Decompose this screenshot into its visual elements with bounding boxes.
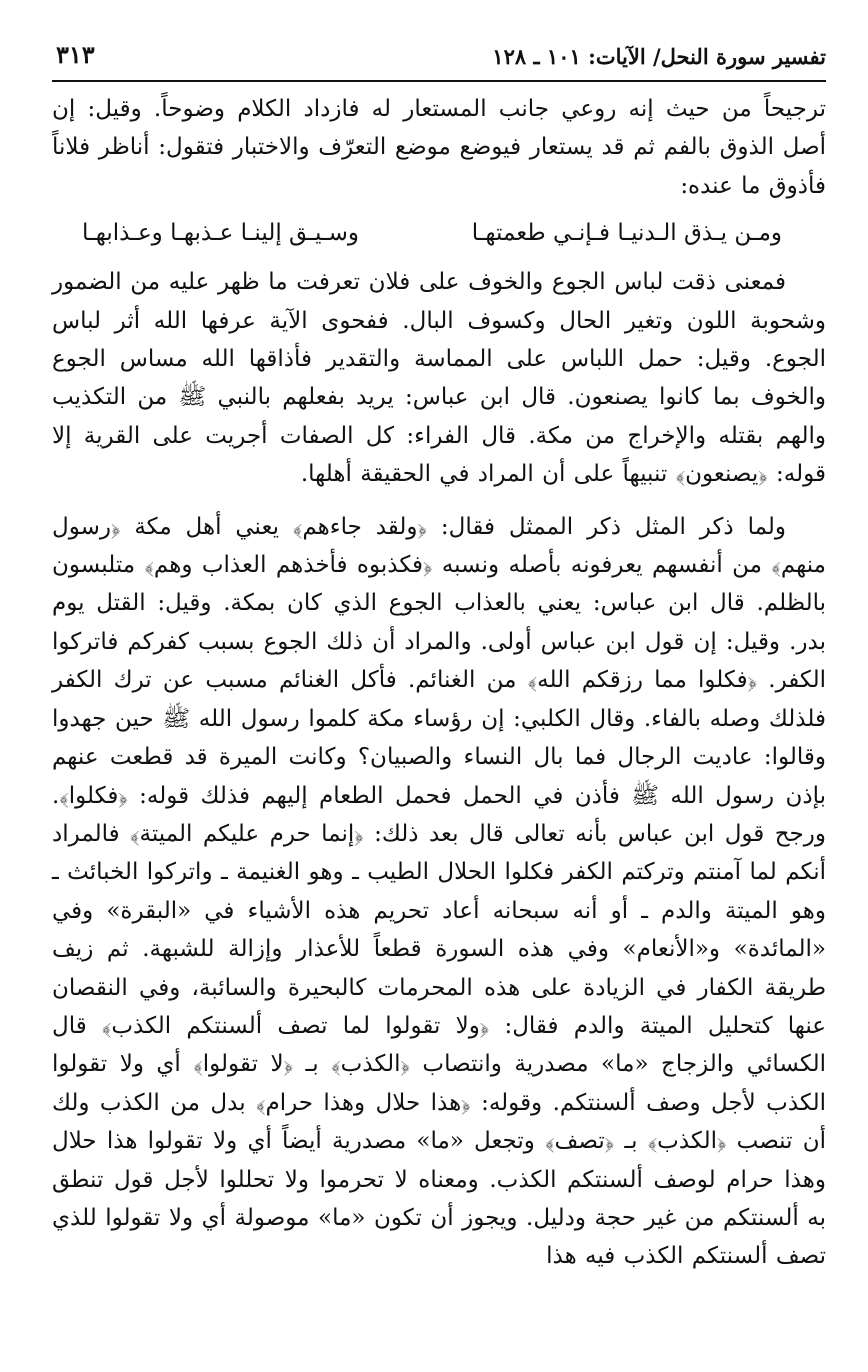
running-title: تفسير سورة النحل/ الآيات: ١٠١ ـ ١٢٨ bbox=[492, 44, 826, 69]
page-number: ٣١٣ bbox=[56, 40, 95, 69]
body-text bbox=[52, 90, 826, 1276]
page-header bbox=[52, 34, 826, 82]
paragraph-3: ولما ذكر المثل ذكر الممثل فقال: ﴿ولقد جاءهم﴾ يعني أهل مكة ﴿رسول منهم﴾ من أنفسهم يعرفونه بأصله ونسبه ﴿فكذبوه فأخذهم العذاب وهم﴾ متلبسون بالظلم. قال ابن عباس: يعني بالعذاب الجوع الذي كان بمكة. وقيل: القتل يوم بدر. وقيل: إن قول ابن عباس أولى. والمراد أن ذلك الجوع بسبب كفركم فاتركوا الكفر. ﴿فكلوا مما رزقكم الله﴾ من الغنائم. فأكل الغنائم مسبب عن ترك الكفر فلذلك وصله بالفاء. وقال الكلبي: إن رؤساء مكة كلموا رسول الله ﷺ حين جهدوا وقالوا: عاديت الرجال فما بال النساء والصبيان؟ وكانت الميرة قد قطعت عنهم بإذن رسول الله ﷺ فأذن في الحمل فحمل الطعام إليهم فذلك قوله: ﴿فكلوا﴾. ورجح قول ابن عباس بأنه تعالى قال بعد ذلك: ﴿إنما حرم عليكم الميتة﴾ فالمراد أنكم لما آمنتم وتركتم الكفر فكلوا الحلال الطيب ـ وهو الغنيمة ـ واتركوا الخبائث ـ وهو الميتة والدم ـ أو أنه سبحانه أعاد تحريم هذه الأشياء في «البقرة» وفي «المائدة» و«الأنعام» وفي هذه السورة قطعاً للأعذار وإزالة للشبهة. ثم زيف طريقة الكفار في الزيادة على هذه المحرمات كالبحيرة والسائبة، وفي النقصان عنها كتحليل الميتة والدم فقال: ﴿ولا تقولوا لما تصف ألسنتكم الكذب﴾ قال الكسائي والزجاج «ما» مصدرية وانتصاب ﴿الكذب﴾ بـ ﴿لا تقولوا﴾ أي ولا تقولوا الكذب لأجل وصف ألسنتكم. وقوله: ﴿هذا حلال وهذا حرام﴾ بدل من الكذب ولك أن تنصب ﴿الكذب﴾ بـ ﴿تصف﴾ وتجعل «ما» مصدرية أيضاً أي ولا تقولوا هذا حلال وهذا حرام لوصف ألسنتكم الكذب. ومعناه لا تحرموا ولا تحللوا لأجل قول تنطق به ألسنتكم من غير حجة ودليل. ويجوز أن تكون «ما» موصولة أي ولا تقولوا للذي تصف ألسنتكم الكذب فيه هذا bbox=[52, 513, 826, 1270]
paragraph-1: ترجيحاً من حيث إنه روعي جانب المستعار له فازداد الكلام وضوحاً. وقيل: إن أصل الذوق بالفم ثم قد يستعار فيوضع موضع التعرّف والاختبار فتقول: أناظر فلاناً فأذوق ما عنده: bbox=[52, 96, 826, 199]
verse-second-hemistich: وسـيـق إلينـا عـذبهـا وعـذابهـا bbox=[82, 220, 359, 247]
verse-first-hemistich: ومـن يـذق الـدنيـا فـإنـي طعمتهـا bbox=[471, 220, 782, 247]
poetry-verse bbox=[52, 205, 826, 263]
paragraph-2: فمعنى ذقت لباس الجوع والخوف على فلان تعرفت ما ظهر عليه من الضمور وشحوبة اللون وتغير الحال وكسوف البال. ففحوى الآية عرفها الله أثر لباس الجوع. وقيل: حمل اللباس على المماسة والتقدير فأذاقها الله مساس الجوع والخوف بما كانوا يصنعون. قال ابن عباس: يريد بفعلهم بالنبي ﷺ من التكذيب والهم بقتله والإخراج من مكة. قال الفراء: كل الصفات أجريت على القرية إلا قوله: ﴿يصنعون﴾ تنبيهاً على أن المراد في الحقيقة أهلها. bbox=[52, 269, 826, 488]
